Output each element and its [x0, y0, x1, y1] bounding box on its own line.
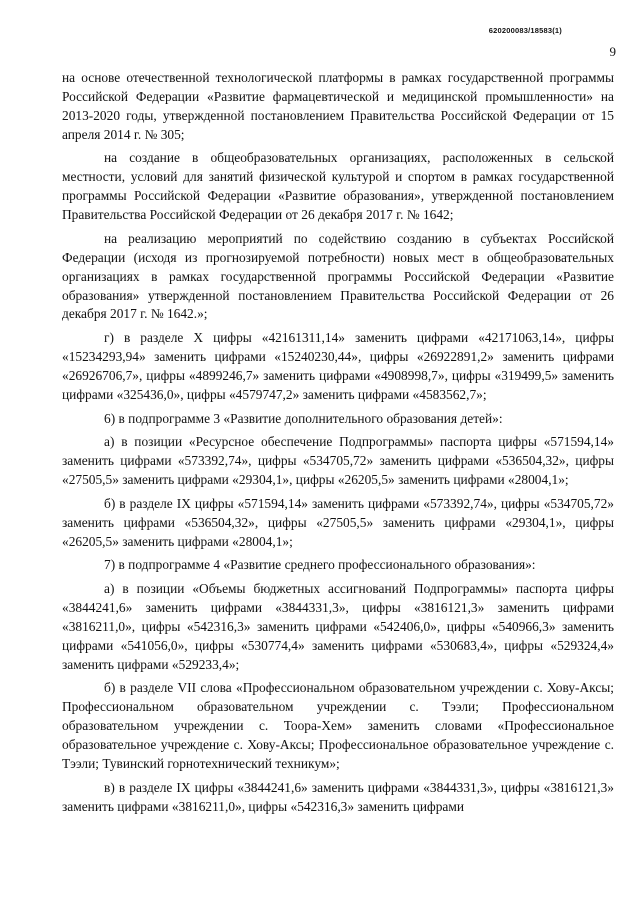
paragraph-9: а) в позиции «Объемы бюджетных ассигнований Подпрограммы» паспорта цифры «3844241,6» заменить цифрами «3844331,3», цифры «3816121,3» заменить цифрами «3816211,0», цифры «542316,3» заменить цифрами «542406,0», цифры «540966,3» заменить цифрами «541056,0», цифры «530774,4» заменить цифрами «530683,4», цифры «529324,4» заменить цифрами «529233,4»; [62, 581, 614, 672]
page-body [62, 69, 614, 817]
paragraph-2: на создание в общеобразовательных организациях, расположенных в сельской местности, условий для занятий физической культурой и спортом в рамках государственной программы Российской Федерации «Развитие образования», утвержденной постановлением Правительства Российской Федерации от 26 декабря 2017 г. № 1642; [62, 150, 614, 223]
paragraph-8: 7) в подпрограмме 4 «Развитие среднего профессионального образования»: [104, 557, 536, 573]
paragraph-5: 6) в подпрограмме 3 «Развитие дополнительного образования детей»: [104, 410, 503, 426]
document-id: 620200083/18583(1) [488, 26, 562, 35]
paragraph-3: на реализацию мероприятий по содействию созданию в субъектах Российской Федерации (исходя из прогнозируемой потребности) новых мест в общеобразовательных организациях в рамках государственной программы Российской Федерации «Развитие образования» утвержденной постановлением Правительства Российской Федерации от 26 декабря 2017 г. № 1642.»; [62, 230, 614, 322]
paragraph-4: г) в разделе X цифры «42161311,14» заменить цифрами «42171063,14», цифры «15234293,94» заменить цифрами «15240230,44», цифры «26922891,2» заменить цифрами «26926706,7», цифры «4899246,7» заменить цифрами «4908998,7», цифры «319499,5» заменить цифрами «325436,0», цифры «4579747,2» заменить цифрами «4583562,7»; [62, 330, 614, 402]
paragraph-6: а) в позиции «Ресурсное обеспечение Подпрограммы» паспорта цифры «571594,14» заменить цифрами «573392,74», цифры «534705,72» заменить цифрами «536504,32», цифры «27505,5» заменить цифрами «29304,1», цифры «26205,5» заменить цифрами «28004,1»; [62, 434, 614, 488]
page-number: 9 [609, 44, 616, 59]
paragraph-7: б) в разделе IX цифры «571594,14» заменить цифрами «573392,74», цифры «534705,72» заменить цифрами «536504,32», цифры «27505,5» заменить цифрами «29304,1», цифры «26205,5» заменить цифрами «28004,1»; [62, 495, 614, 549]
paragraph-10: б) в разделе VII слова «Профессиональном образовательном учреждении с. Хову-Аксы; Профессиональном образовательном учреждении с. Тээли; Профессиональном образовательном учреждении с. Тоора-Хем» заменить словами «Профессиональное образовательное учреждение с. Хову-Аксы; Профессиональное образовательное учреждение с. Тээли; Тувинский горнотехнический техникум»; [62, 680, 614, 771]
paragraph-11: в) в разделе IX цифры «3844241,6» заменить цифрами «3844331,3», цифры «3816121,3» заменить цифрами «3816211,0», цифры «542316,3» заменить цифрами [62, 779, 614, 814]
paragraph-1: на основе отечественной технологической платформы в рамках государственной программы Российской Федерации «Развитие фармацевтической и медицинской промышленности» на 2013-2020 годы, утвержденной постановлением Правительства Российской Федерации от 15 апреля 2014 г. № 305; [62, 70, 614, 142]
